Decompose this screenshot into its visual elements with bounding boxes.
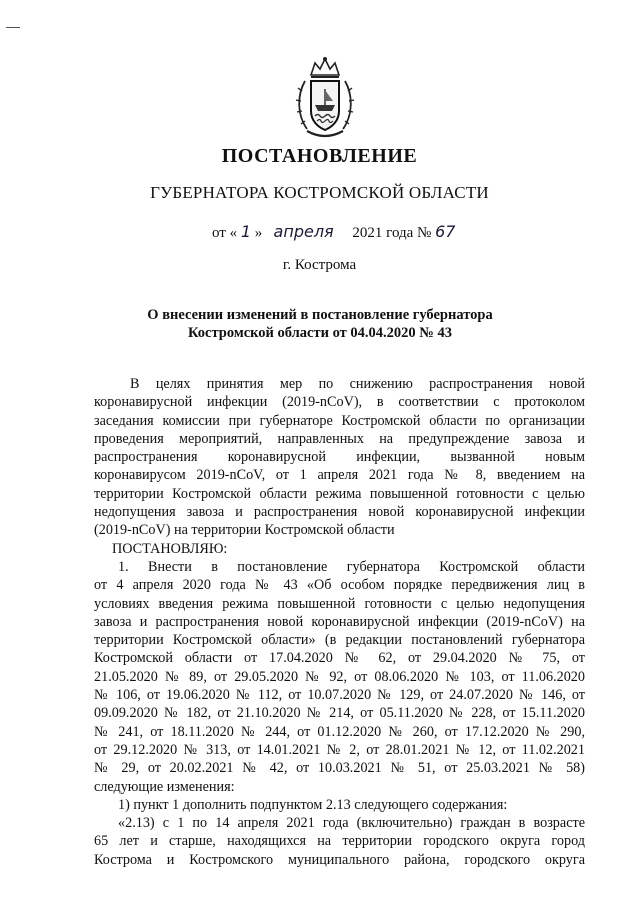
document-subtitle: ГУБЕРНАТОРА КОСТРОМСКОЙ ОБЛАСТИ xyxy=(150,183,489,202)
body-line: территории Костромской области режима повышенной готовности с целью xyxy=(94,485,585,502)
document-title: ПОСТАНОВЛЕНИЕ xyxy=(221,145,418,167)
body-line: территории Костромской области» (в редакции постановлений губернатора xyxy=(94,632,585,649)
document-body xyxy=(94,375,585,869)
body-line: Костромской области от 17.04.2020 № 62, от 29.04.2020 № 75, от xyxy=(94,650,585,667)
body-line: 1. Внести в постановление губернатора Костромской области xyxy=(118,558,585,575)
body-line: проведения мероприятий, направленных на предупреждение завоза и xyxy=(94,430,585,447)
date-line xyxy=(212,222,455,242)
body-line: распространения коронавирусной инфекции, вызванной новым xyxy=(94,449,585,466)
date-prefix: от « xyxy=(212,225,238,241)
body-line: «2.13) с 1 по 14 апреля 2021 года (включительно) граждан в возрасте xyxy=(118,815,585,832)
body-line: 1) пункт 1 дополнить подпунктом 2.13 следующего содержания: xyxy=(118,796,508,813)
date-year: 2021 года № xyxy=(352,225,432,241)
body-line: № 106, от 19.06.2020 № 112, от 10.07.2020 № 129, от 24.07.2020 № 146, от xyxy=(94,687,585,704)
body-line: недопущения завоза и распространения новой коронавирусной инфекции xyxy=(94,504,585,521)
body-line: 65 лет и старше, находящихся на территории городского округа город xyxy=(94,833,585,850)
heading-line: Костромской области от 04.04.2020 № 43 xyxy=(188,325,452,341)
body-line: № 29, от 20.02.2021 № 42, от 10.03.2021 № 51, от 25.03.2021 № 58) xyxy=(94,760,585,777)
document-number: 67 xyxy=(435,222,456,241)
body-line: № 241, от 18.11.2020 № 244, от 01.12.2020 № 260, от 17.12.2020 № 290, xyxy=(94,723,585,740)
body-line: коронавирусом 2019-nCoV, от 1 апреля 2021 года № 8, введением на xyxy=(94,467,585,484)
date-mid: » xyxy=(254,225,263,241)
date-day: 1 xyxy=(240,222,252,241)
body-line: В целях принятия мер по снижению распространения новой xyxy=(130,376,585,392)
document-heading xyxy=(100,306,540,342)
resolution-word: ПОСТАНОВЛЯЮ: xyxy=(112,540,228,557)
body-line: Кострома и Костромского муниципального района, городского округа xyxy=(94,851,585,868)
body-line: (2019-nCoV) на территории Костромской области xyxy=(94,522,395,539)
body-line: 21.05.2020 № 89, от 29.05.2020 № 92, от 08.06.2020 № 103, от 11.06.2020 xyxy=(94,668,585,685)
body-line: следующие изменения: xyxy=(94,778,235,795)
body-line: завоза и распространения новой коронавирусной инфекции (2019-nCoV) на xyxy=(94,613,585,630)
body-line: коронавирусной инфекции (2019-nCoV), в соответствии с протоколом xyxy=(94,394,585,411)
body-line: заседания комиссии при губернаторе Костромской области по организации xyxy=(94,412,585,429)
corner-mark xyxy=(6,27,20,28)
body-line: условиях введения режима повышенной готовности с целью недопущения xyxy=(94,595,585,612)
city: г. Кострома xyxy=(282,257,357,273)
heading-line: О внесении изменений в постановление губернатора xyxy=(147,307,493,323)
coat-of-arms-icon xyxy=(293,55,357,141)
date-month: апреля xyxy=(273,222,334,241)
body-line: от 4 апреля 2020 года № 43 «Об особом порядке передвижения лиц в xyxy=(94,577,585,594)
body-line: от 29.12.2020 № 313, от 14.01.2021 № 2, от 28.01.2021 № 12, от 11.02.2021 xyxy=(94,741,585,758)
body-line: 09.09.2020 № 182, от 21.10.2020 № 214, от 05.11.2020 № 228, от 15.11.2020 xyxy=(94,705,585,722)
